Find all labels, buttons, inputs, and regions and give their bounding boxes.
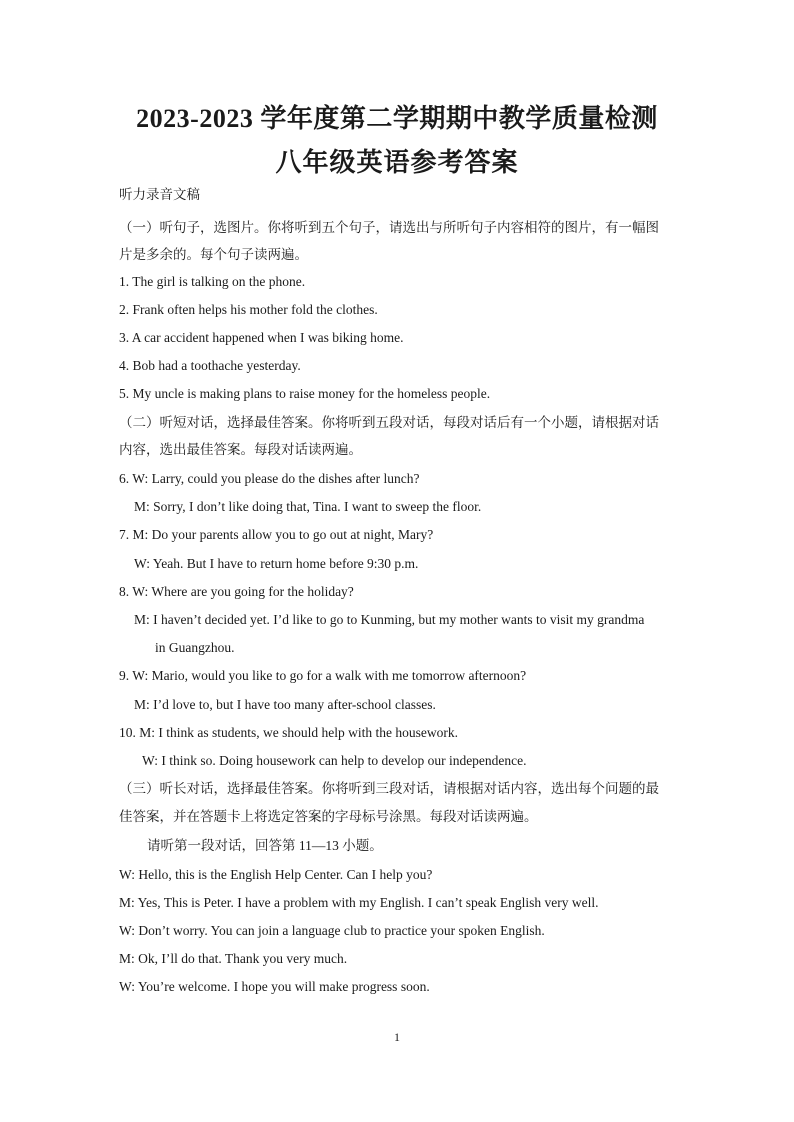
section1-instruction-line2: 片是多余的。每个句子读两遍。 (119, 247, 308, 262)
dialogue-line: M: Sorry, I don’t like doing that, Tina. I want to sweep the floor. (134, 499, 482, 514)
section2-instruction-line2: 内容，选出最佳答案。每段对话读两遍。 (119, 442, 362, 457)
title-line-2: 八年级英语参考答案 (275, 148, 519, 177)
dialogue-line: W: Yeah. But I have to return home before 9:30 p.m. (134, 556, 419, 571)
dialogue-line: M: I’d love to, but I have too many after-school classes. (134, 697, 436, 712)
section2-instruction-line1: （二）听短对话，选择最佳答案。你将听到五段对话，每段对话后有一个小题，请根据对话 (119, 415, 659, 430)
title-line-1: 2023-2023 学年度第二学期期中教学质量检测 (136, 104, 658, 133)
dialogue-line: in Guangzhou. (155, 640, 235, 655)
section3-instruction-line1: （三）听长对话，选择最佳答案。你将听到三段对话，请根据对话内容，选出每个问题的最 (119, 781, 659, 796)
section3-sub-instruction: 请听第一段对话，回答第 11—13 小题。 (147, 838, 383, 853)
dialogue-line: W: You’re welcome. I hope you will make progress soon. (119, 979, 430, 994)
section1-item: 5. My uncle is making plans to raise money for the homeless people. (119, 386, 491, 401)
transcript-label: 听力录音文稿 (119, 187, 200, 202)
dialogue-line: M: Ok, I’ll do that. Thank you very much. (119, 951, 348, 966)
section1-item: 4. Bob had a toothache yesterday. (119, 358, 301, 373)
section3-instruction-line2: 佳答案，并在答题卡上将选定答案的字母标号涂黑。每段对话读两遍。 (119, 809, 538, 824)
page-number: 1 (394, 1030, 400, 1044)
section1-instruction-line1: （一）听句子，选图片。你将听到五个句子，请选出与所听句子内容相符的图片，有一幅图 (119, 220, 659, 235)
section1-item: 1. The girl is talking on the phone. (119, 274, 306, 289)
dialogue-line: M: I haven’t decided yet. I’d like to go to Kunming, but my mother wants to visit my grandma (134, 612, 645, 627)
dialogue-line: 8. W: Where are you going for the holiday? (119, 584, 354, 599)
dialogue-line: W: Don’t worry. You can join a language club to practice your spoken English. (119, 923, 545, 938)
dialogue-line: 7. M: Do your parents allow you to go out at night, Mary? (119, 527, 434, 542)
dialogue-line: 6. W: Larry, could you please do the dishes after lunch? (119, 471, 420, 486)
dialogue-line: W: Hello, this is the English Help Center. Can I help you? (119, 867, 433, 882)
dialogue-line: 9. W: Mario, would you like to go for a walk with me tomorrow afternoon? (119, 668, 527, 683)
section1-item: 3. A car accident happened when I was biking home. (119, 330, 404, 345)
section1-item: 2. Frank often helps his mother fold the clothes. (119, 302, 378, 317)
dialogue-line: W: I think so. Doing housework can help to develop our independence. (142, 753, 527, 768)
dialogue-line: 10. M: I think as students, we should help with the housework. (119, 725, 458, 740)
dialogue-line: M: Yes, This is Peter. I have a problem with my English. I can’t speak English very well. (119, 895, 599, 910)
